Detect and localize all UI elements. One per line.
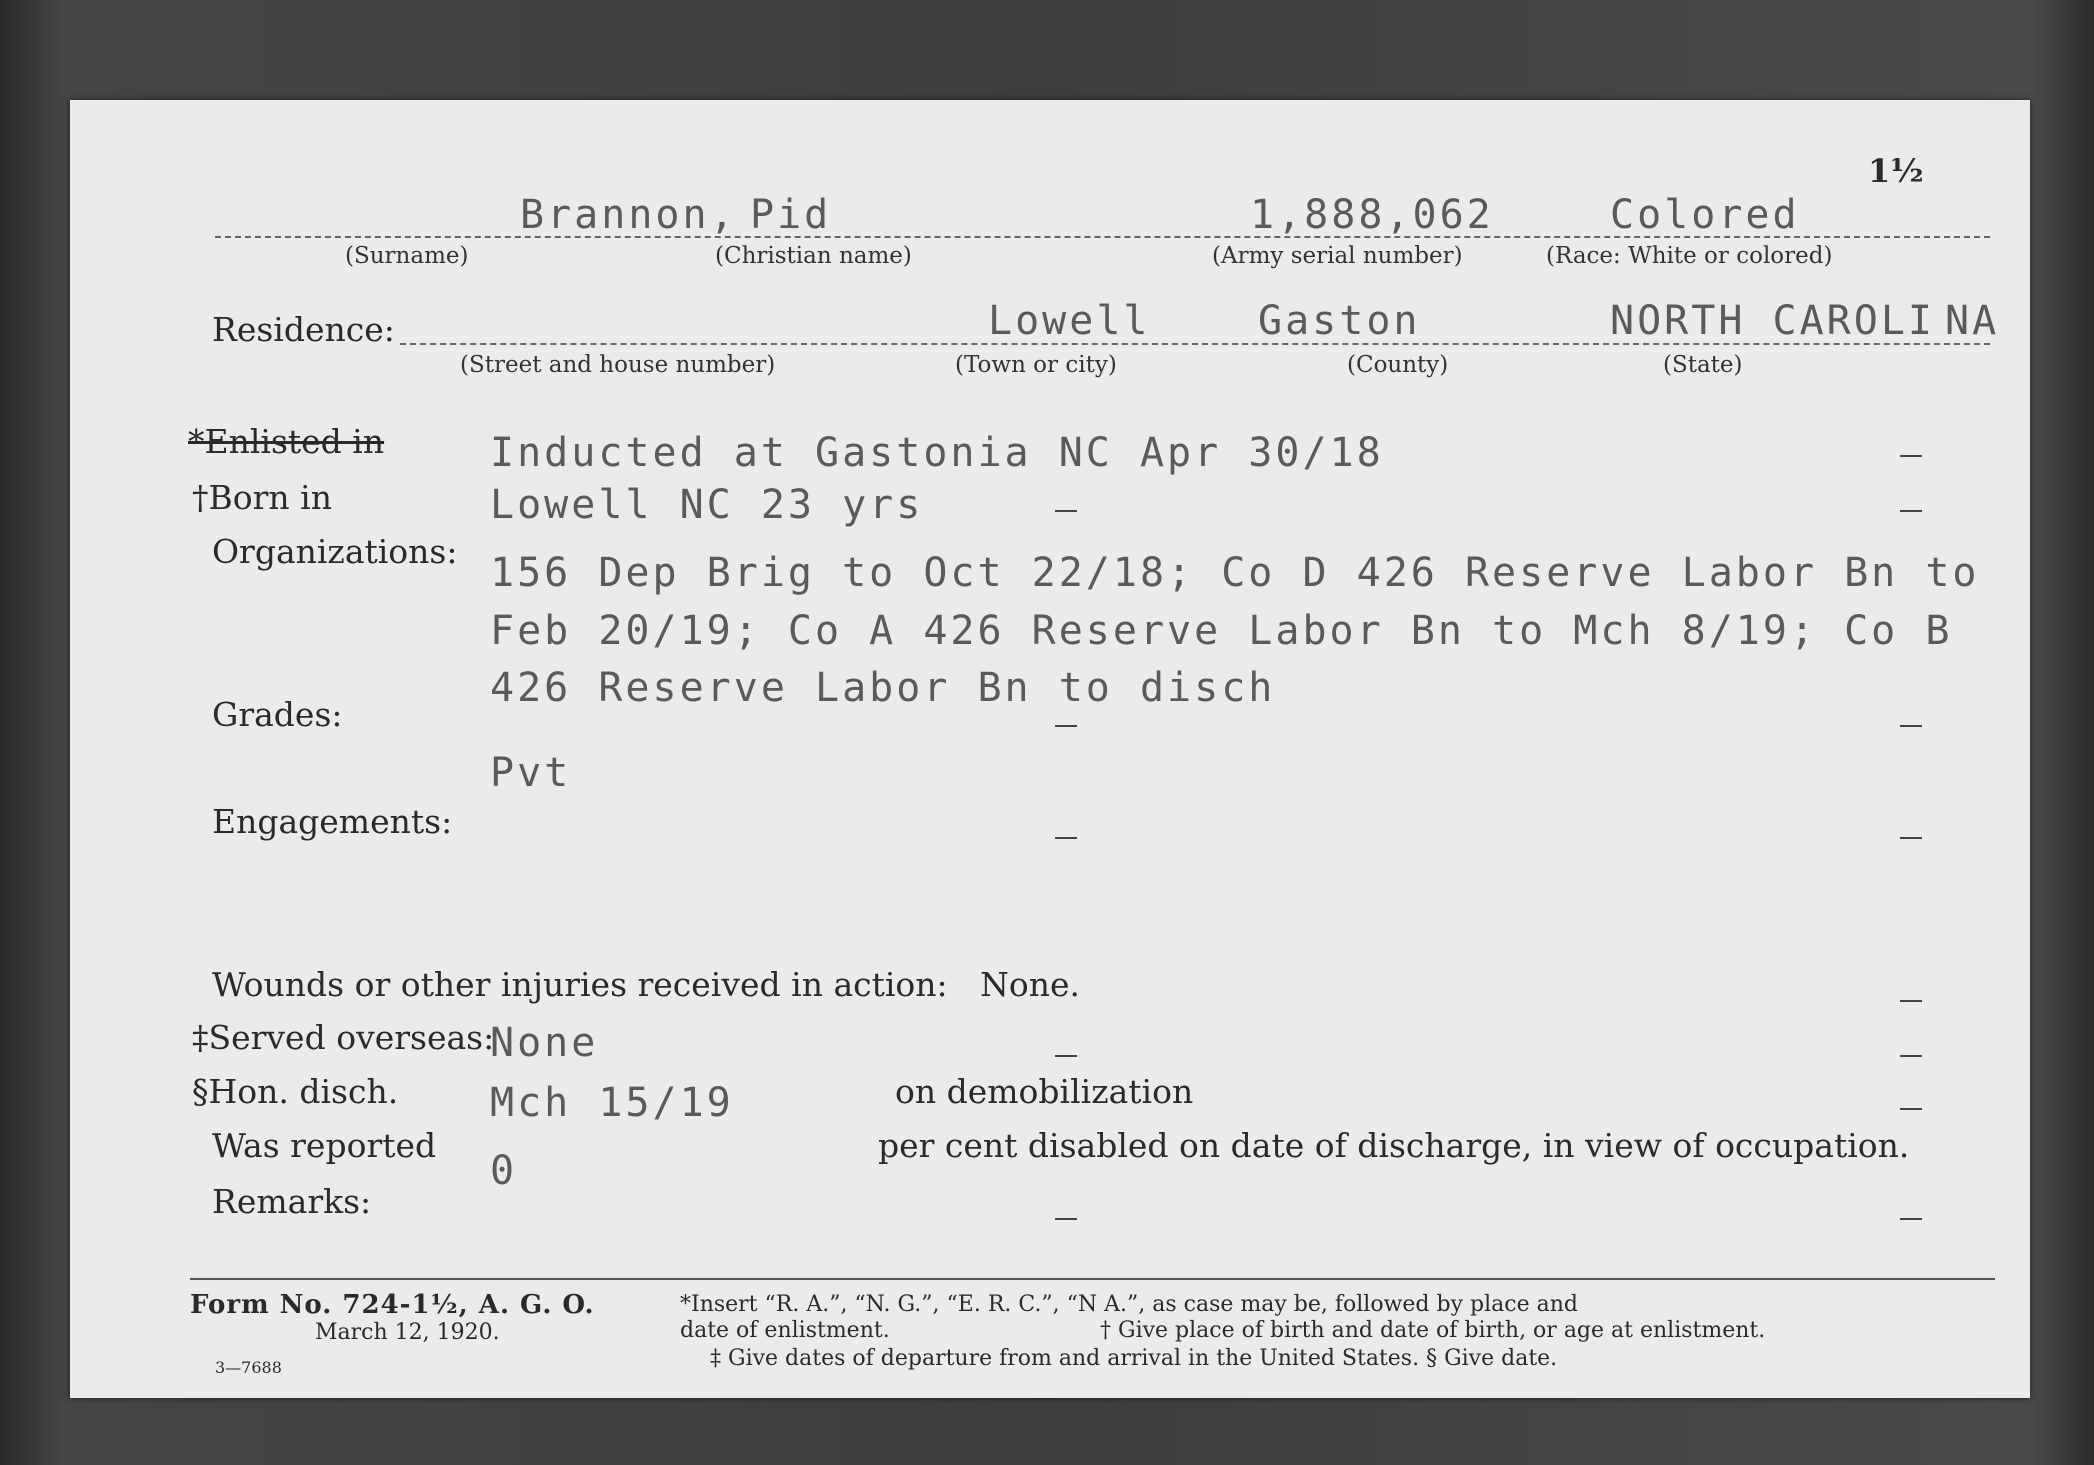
organizations-line-1: 156 Dep Brig to Oct 22/18; Co D 426 Reserve Labor Bn to — [490, 550, 1980, 596]
dash-mark — [1900, 1108, 1922, 1110]
engagements-label: Engagements: — [212, 802, 453, 841]
honorable-discharge-value: Mch 15/19 — [490, 1080, 734, 1126]
wounds-label: Wounds or other injuries received in action: — [212, 965, 948, 1004]
wounds-value: None. — [980, 965, 1081, 1004]
dash-mark — [1900, 837, 1922, 839]
caption-state: (State) — [1663, 352, 1743, 378]
caption-serial-number: (Army serial number) — [1212, 243, 1463, 269]
enlisted-value: Inducted at Gastonia NC Apr 30/18 — [490, 430, 1384, 476]
serial-number-value: 1,888,062 — [1250, 192, 1494, 238]
corner-number: 1½ — [1868, 152, 1924, 190]
honorable-discharge-label: §Hon. disch. — [192, 1072, 399, 1111]
form-number: Form No. 724-1½, A. G. O. — [190, 1290, 595, 1320]
born-label: †Born in — [192, 478, 332, 517]
state-value: NORTH CAROLI — [1610, 298, 1935, 344]
disability-note: per cent disabled on date of discharge, in view of occupation. — [878, 1126, 1910, 1165]
dash-mark — [1900, 725, 1922, 727]
service-record-card — [70, 100, 2030, 1398]
organizations-label: Organizations: — [212, 532, 458, 571]
surname-value: Brannon, — [520, 192, 737, 238]
print-code: 3—7688 — [215, 1358, 282, 1377]
dash-mark — [1900, 1000, 1922, 1002]
caption-county: (County) — [1347, 352, 1449, 378]
dash-mark — [1055, 725, 1077, 727]
footer-rule — [190, 1278, 1995, 1280]
served-overseas-label: ‡Served overseas: — [192, 1018, 495, 1057]
footnote-birth: † Give place of birth and date of birth, or age at enlistment. — [1100, 1318, 1766, 1343]
town-value: Lowell — [988, 298, 1151, 344]
dash-mark — [1900, 1218, 1922, 1220]
was-reported-value: 0 — [490, 1148, 518, 1194]
dash-mark — [1055, 1218, 1077, 1220]
county-value: Gaston — [1258, 298, 1421, 344]
born-value: Lowell NC 23 yrs — [490, 482, 924, 528]
footnote-insert: *Insert “R. A.”, “N. G.”, “E. R. C.”, “N A.”, as case may be, followed by place and — [680, 1292, 1578, 1317]
enlisted-label: *Enlisted in — [188, 422, 385, 461]
was-reported-label: Was reported — [212, 1126, 437, 1165]
caption-race: (Race: White or colored) — [1546, 243, 1833, 269]
caption-surname: (Surname) — [345, 243, 469, 269]
race-value: Colored — [1610, 192, 1800, 238]
dash-mark — [1055, 510, 1077, 512]
grades-value: Pvt — [490, 750, 572, 796]
organizations-line-2: Feb 20/19; Co A 426 Reserve Labor Bn to Mch 8/19; Co B — [490, 608, 1953, 654]
dash-mark — [1055, 837, 1077, 839]
discharge-note: on demobilization — [895, 1072, 1194, 1111]
dash-mark — [1900, 510, 1922, 512]
caption-town: (Town or city) — [955, 352, 1117, 378]
residence-label: Residence: — [212, 310, 395, 349]
grades-label: Grades: — [212, 695, 343, 734]
dash-mark — [1055, 1055, 1077, 1057]
caption-christian-name: (Christian name) — [715, 243, 912, 269]
remarks-label: Remarks: — [212, 1182, 372, 1221]
christian-name-value: Pid — [750, 192, 832, 238]
state-value-overflow: NA — [1945, 298, 2000, 344]
dash-mark — [1900, 455, 1922, 457]
dash-mark — [1900, 1055, 1922, 1057]
footnote-departure: ‡ Give dates of departure from and arrival in the United States. § Give date. — [710, 1346, 1558, 1371]
served-overseas-value: None — [490, 1020, 599, 1066]
organizations-line-3: 426 Reserve Labor Bn to disch — [490, 665, 1276, 711]
caption-street: (Street and house number) — [460, 352, 776, 378]
footnote-enlistment-date: date of enlistment. — [680, 1318, 890, 1343]
form-date: March 12, 1920. — [315, 1320, 500, 1345]
